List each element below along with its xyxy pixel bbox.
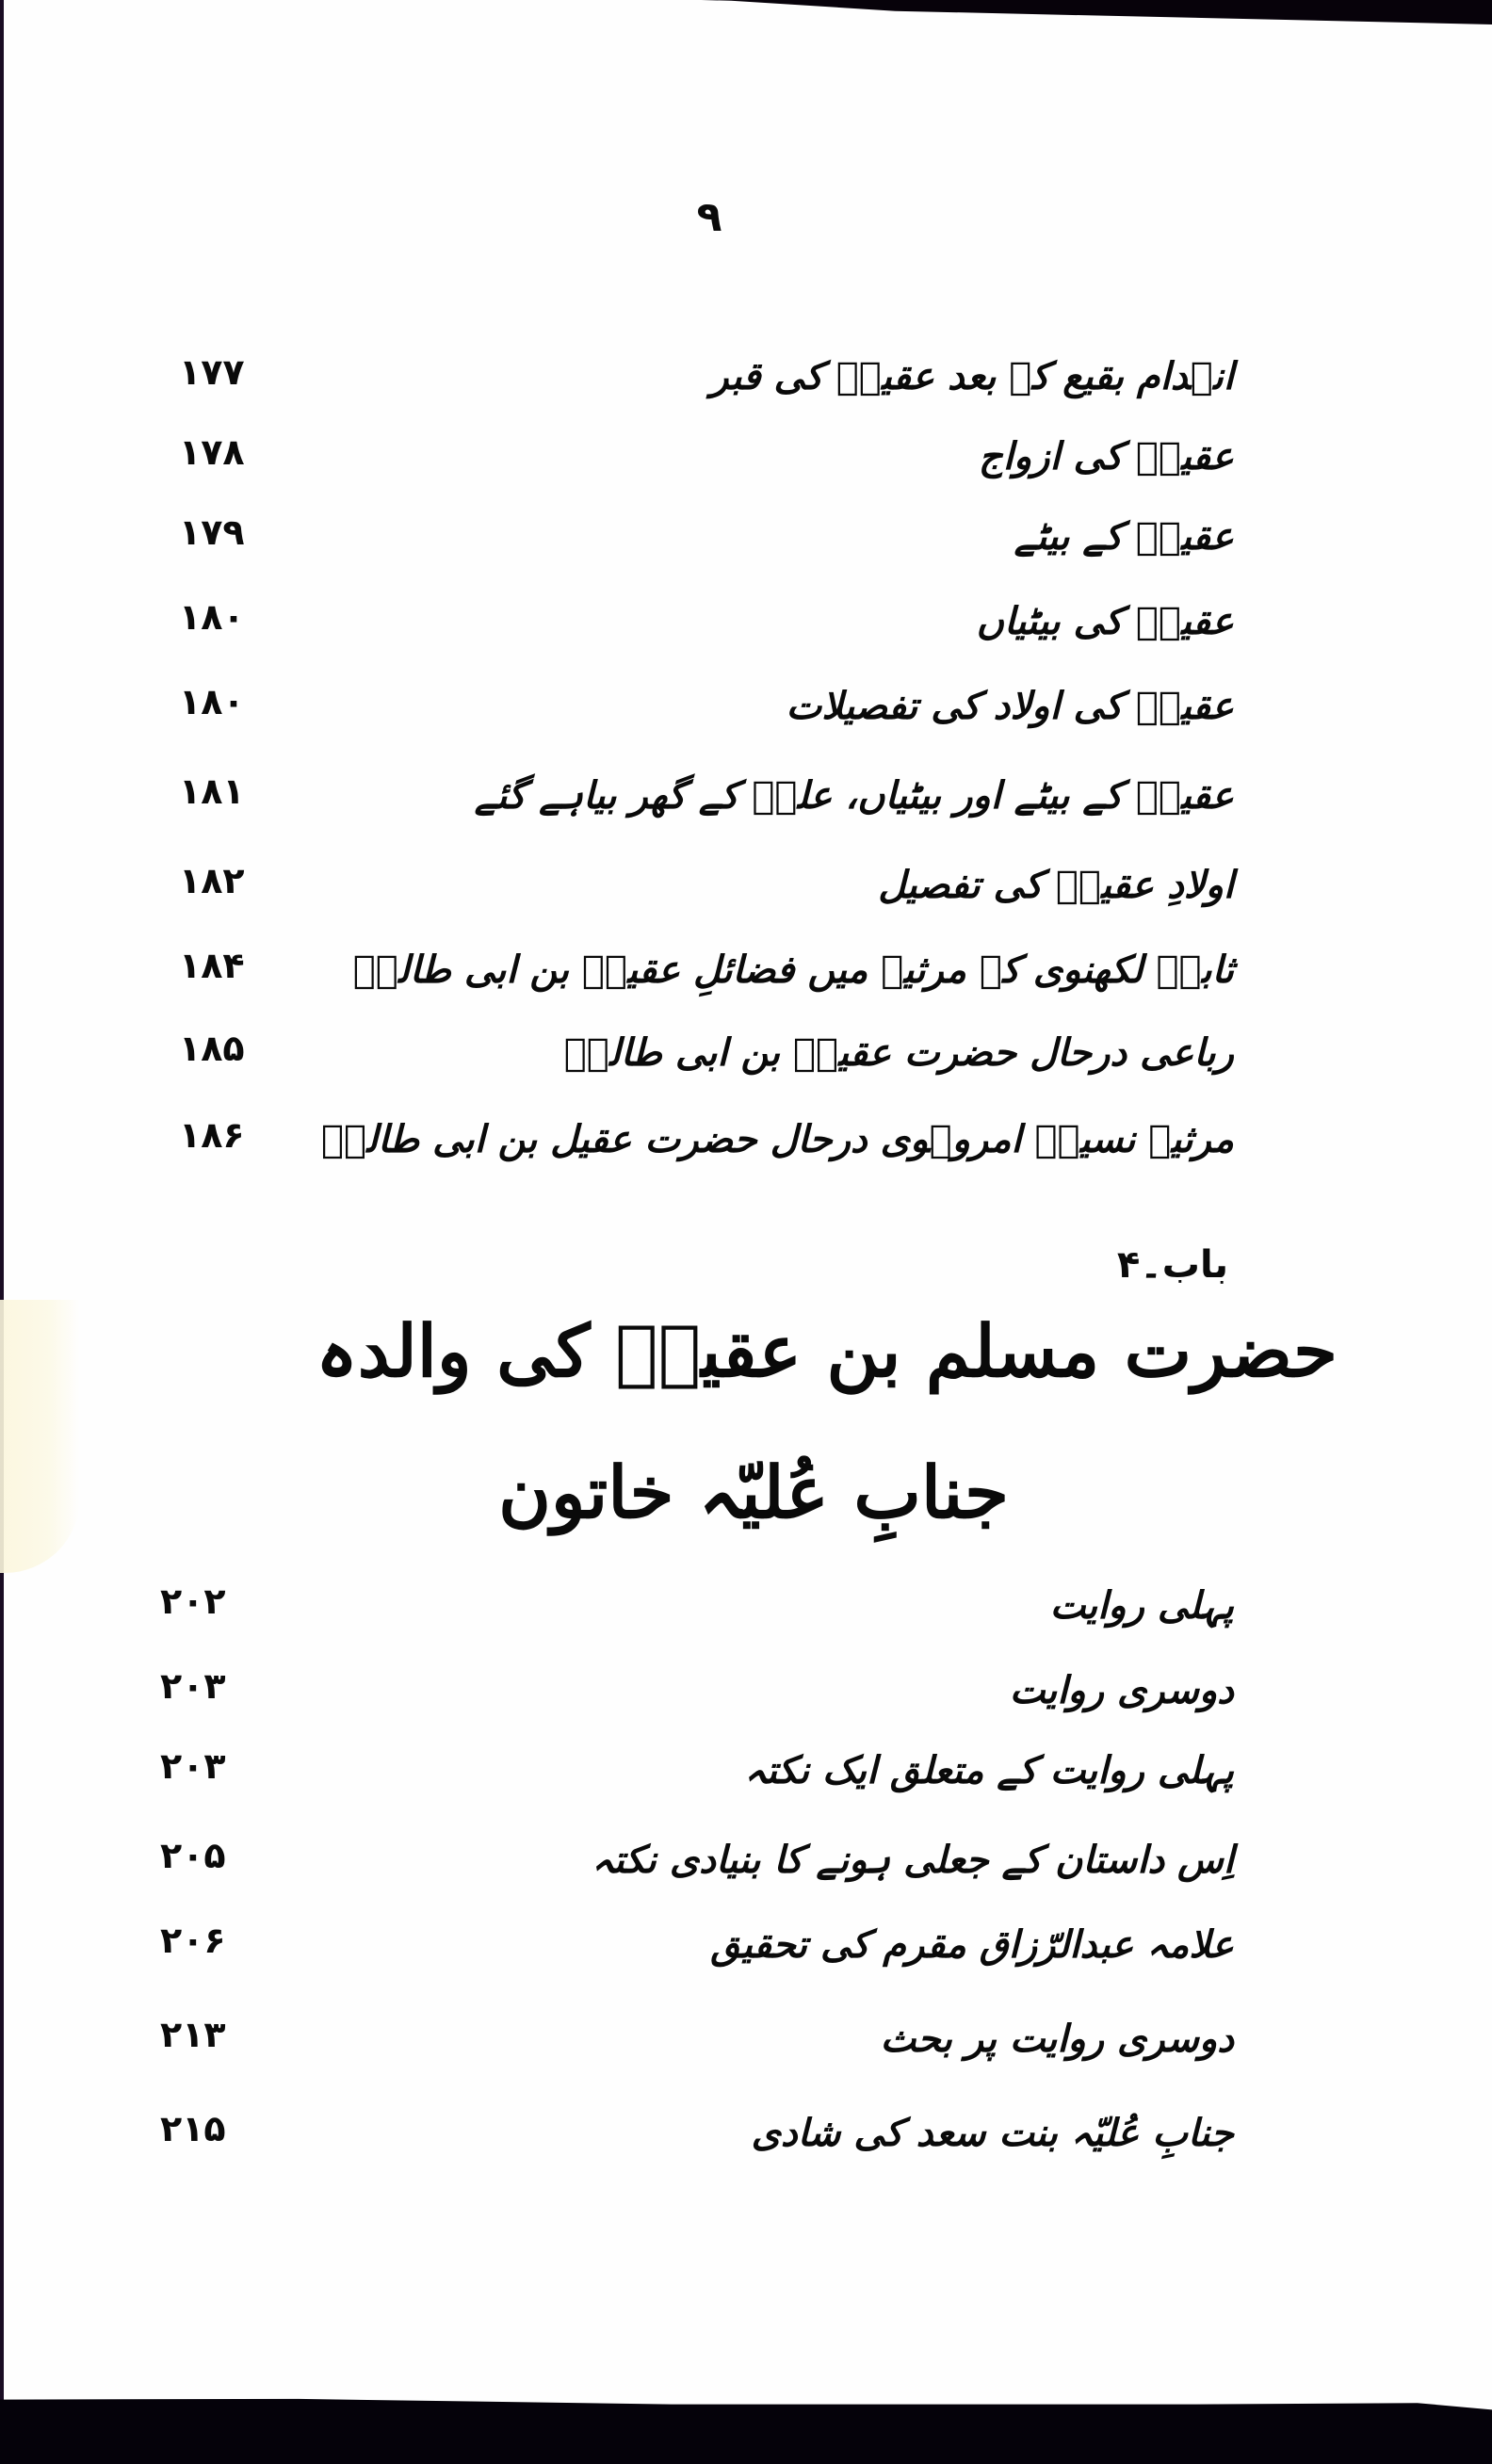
toc-entry-page: ۱۸۴ <box>179 945 245 986</box>
paper-stain <box>0 1300 80 1573</box>
toc-entry[interactable] <box>141 499 1234 575</box>
toc-entry-title: ثابتؔ لکھنوی کے مرثیے میں فضائلِ عقیلؑ بن ابی طالبؑ <box>352 948 1234 992</box>
toc-entry[interactable] <box>141 2002 1234 2077</box>
toc-entry-title: عقیلؑ کی ازواج <box>978 435 1234 478</box>
toc-entry-page: ۱۸۱ <box>179 770 245 812</box>
toc-entry-title: پہلی روایت <box>1049 1584 1234 1628</box>
toc-entry[interactable] <box>141 1102 1234 1177</box>
toc-entry-page: ۱۷۸ <box>179 431 245 473</box>
toc-entry-title: عقیلؑ کی اولاد کی تفصیلات <box>786 685 1234 728</box>
toc-entry[interactable] <box>141 1733 1234 1808</box>
toc-entry[interactable] <box>141 419 1234 494</box>
scan-bottom-shadow <box>0 2396 1492 2464</box>
toc-entry[interactable] <box>141 1568 1234 1644</box>
toc-entry[interactable] <box>141 1907 1234 1983</box>
chapter-title-line-1: حضرت مسلم بن عقیلؑ کی والدہ <box>316 1309 1338 1393</box>
toc-entry-title: رباعی درحال حضرت عقیلؑ بن ابی طالبؑ <box>563 1031 1234 1075</box>
chapter-title-line-2: جنابِ عُلیّہ خاتون <box>498 1451 1009 1534</box>
toc-entry-page: ۲۰۳ <box>160 1745 226 1787</box>
toc-entry[interactable] <box>141 932 1234 1008</box>
toc-entry-title: عقیلؑ کے بیٹے <box>1014 515 1234 559</box>
toc-entry[interactable] <box>141 339 1234 414</box>
toc-entry-page: ۱۷۹ <box>179 511 245 553</box>
scan-left-edge <box>0 0 4 2411</box>
toc-entry[interactable] <box>141 1015 1234 1091</box>
toc-entry-page: ۲۰۳ <box>160 1665 226 1707</box>
toc-entry-page: ۱۸۵ <box>179 1028 245 1069</box>
toc-entry-page: ۱۸۰ <box>179 596 245 638</box>
toc-entry-page: ۲۰۲ <box>160 1581 226 1622</box>
toc-entry[interactable] <box>141 1653 1234 1728</box>
toc-entry-title: دوسری روایت پر بحث <box>880 2018 1234 2061</box>
toc-entry-page: ۱۸۶ <box>179 1114 245 1156</box>
toc-entry[interactable] <box>141 1823 1234 1898</box>
toc-entry[interactable] <box>141 758 1234 834</box>
toc-entry-title: انہدام بقیع کے بعد عقیلؑ کی قبر <box>710 355 1234 398</box>
toc-entry-page: ۱۸۰ <box>179 681 245 722</box>
toc-entry-page: ۲۱۳ <box>160 2014 226 2055</box>
toc-entry-title: عقیلؑ کے بیٹے اور بیٹیاں، علیؑ کے گھر بیاہے گئے <box>474 774 1234 818</box>
page-number: ۹ <box>696 193 722 241</box>
toc-entry-page: ۲۰۶ <box>160 1920 226 1961</box>
toc-entry-page: ۲۰۵ <box>160 1835 226 1876</box>
scan-top-shadow <box>0 0 1492 24</box>
toc-entry-title: اولادِ عقیلؑ کی تفصیل <box>878 864 1234 907</box>
toc-entry[interactable] <box>141 2096 1234 2171</box>
toc-entry-title: جنابِ عُلیّہ بنت سعد کی شادی <box>751 2112 1234 2155</box>
toc-entry-title: پہلی روایت کے متعلق ایک نکتہ <box>744 1749 1234 1792</box>
toc-entry-title: دوسری روایت <box>1009 1669 1234 1712</box>
toc-entry[interactable] <box>141 584 1234 659</box>
toc-entry-page: ۲۱۵ <box>160 2108 226 2149</box>
toc-entry-page: ۱۷۷ <box>179 351 245 393</box>
toc-entry[interactable] <box>141 848 1234 923</box>
toc-entry-title: اِس داستان کے جعلی ہونے کا بنیادی نکتہ <box>592 1839 1234 1882</box>
toc-entry-title: مرثیہ نسیمؔ امروہوی درحال حضرت عقیل بن ابی طالبؑ <box>320 1118 1234 1161</box>
toc-entry-title: عقیلؑ کی بیٹیاں <box>976 600 1234 643</box>
toc-entry-page: ۱۸۲ <box>179 860 245 901</box>
toc-entry-title: علامہ عبدالرّزاق مقرم کی تحقیق <box>710 1923 1234 1967</box>
chapter-label: باب۔۴ <box>1116 1243 1228 1287</box>
toc-entry[interactable] <box>141 669 1234 744</box>
